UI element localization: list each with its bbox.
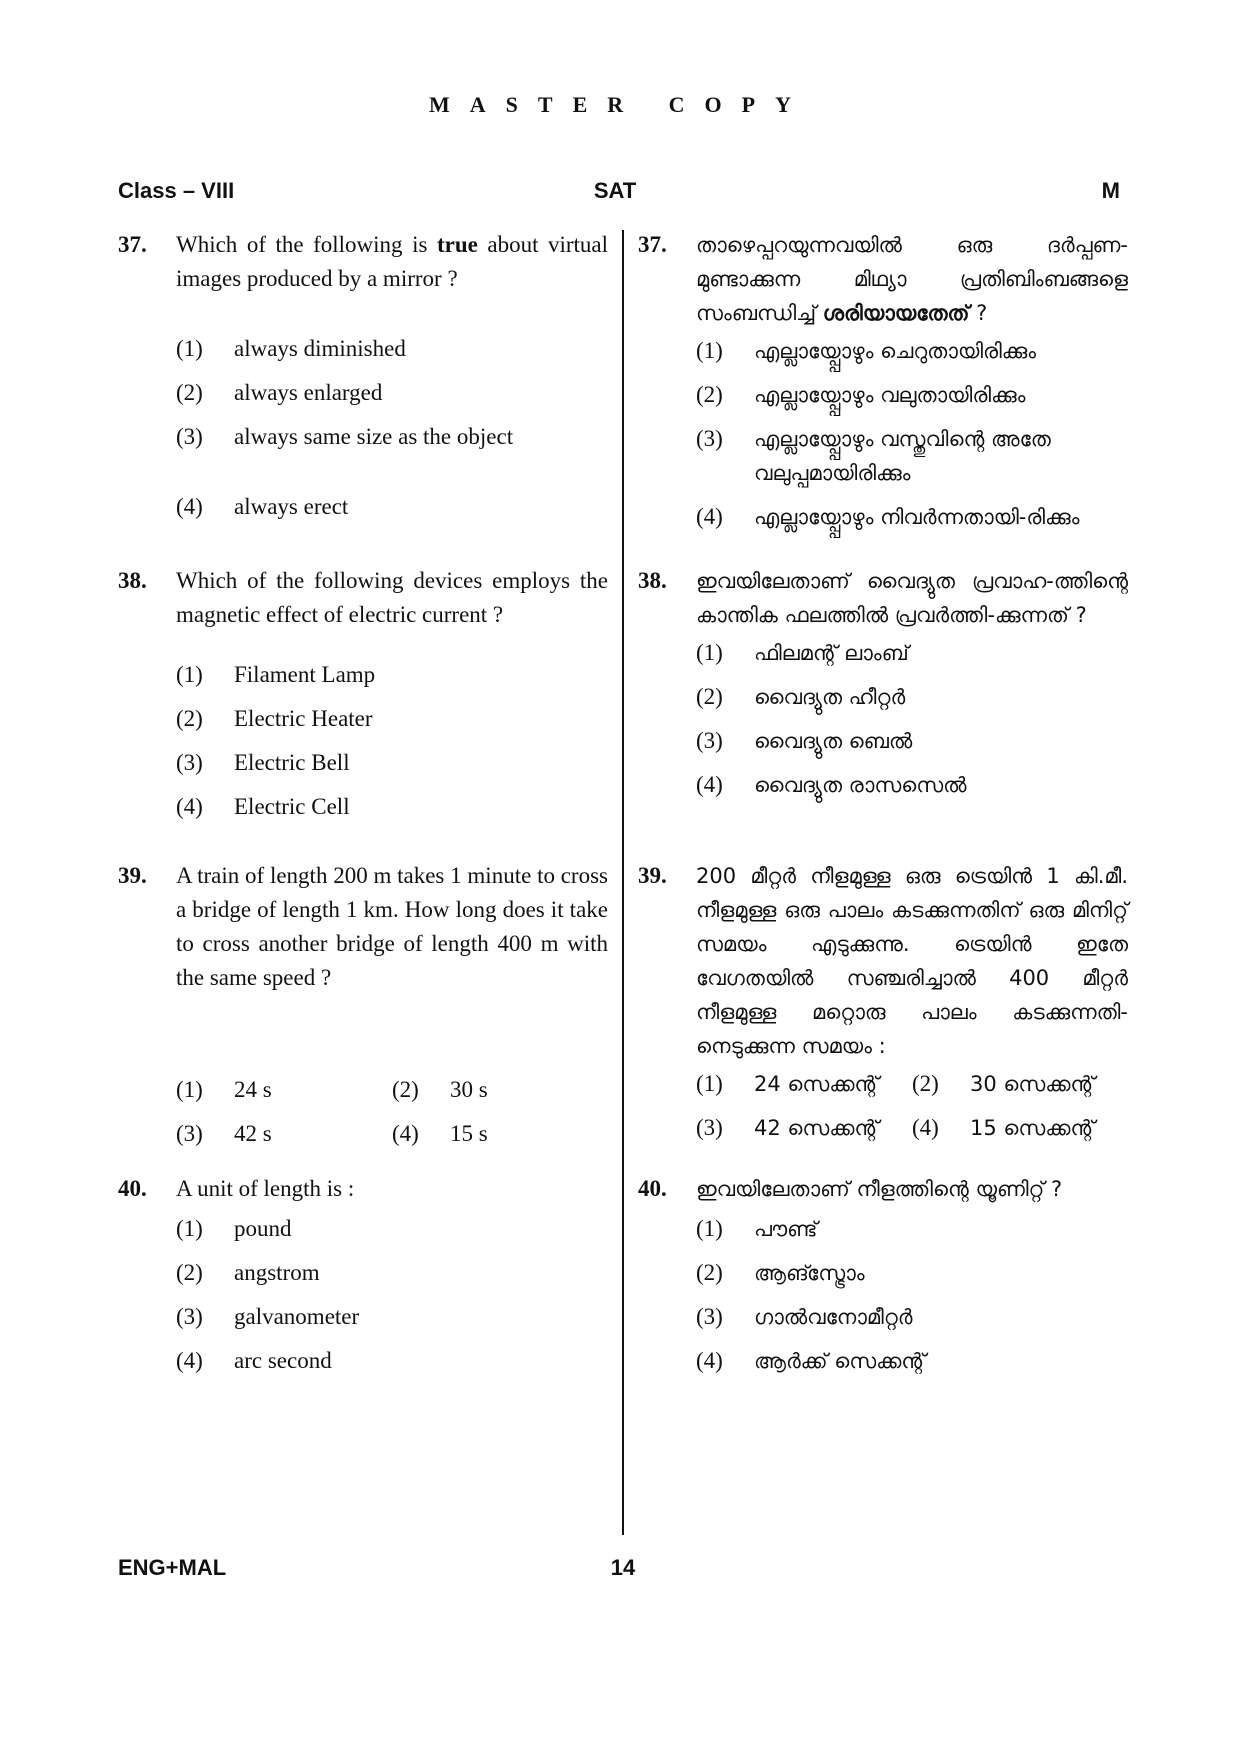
question-37 [118,228,608,534]
option: (2) എല്ലായ്പ്പോഴും വലുതായിരിക്കും [696,382,1026,407]
option-row: (3) 42 s (4) 15 s [176,1121,488,1146]
option: (4) always erect [176,494,349,519]
question-40 [118,1172,608,1388]
option: (4) എല്ലായ്പ്പോഴും നിവർന്നതായി-രിക്കും [696,504,1080,529]
option: (2) Electric Heater [176,706,373,731]
option: (3) always same size as the object [176,424,514,449]
question-text: A train of length 200 m takes 1 minute to cross a bridge of length 1 km. How long does it take to cross another bridge of length 400 m with the same speed ? [176,863,608,990]
column-divider [622,230,624,1535]
class-label: Class – VIII [118,178,235,203]
question-number: 39. [638,863,667,888]
option: (1) എല്ലായ്പ്പോഴും ചെറുതായിരിക്കും [696,338,1037,363]
question-38-ml [638,564,1128,812]
option: (3) വൈദ്യുത ബെൽ [696,728,913,753]
option: (3) Electric Bell [176,750,350,775]
option: (4) Electric Cell [176,794,350,819]
option: (3) galvanometer [176,1304,360,1329]
option-row: (1) 24 s (2) 30 s [176,1077,488,1102]
question-40-ml [638,1172,1128,1388]
master-copy-banner: MASTER COPY [429,92,811,117]
question-text: താഴെപ്പറയുന്നവയിൽ ഒരു ദർപ്പണ-മുണ്ടാക്കുന്ന മിഥ്യാ പ്രതിബിംബങ്ങളെ സംബന്ധിച്ച് ശരിയായതേത് ? [696,233,1128,325]
question-text: ഇവയിലേതാണ് വൈദ്യുത പ്രവാഹ-ത്തിന്റെ കാന്തിക ഫലത്തിൽ പ്രവർത്തി-ക്കുന്നത് ? [696,569,1128,627]
language-label: ENG+MAL [118,1555,227,1580]
question-number: 40. [118,1176,147,1201]
page-number: 14 [610,1555,636,1580]
question-39-ml [638,859,1128,1155]
option: (2) ആങ്സ്ട്രോം [696,1260,865,1285]
option: (3) എല്ലായ്പ്പോഴും വസ്തുവിന്റെ അതേ വലുപ്പമായിരിക്കും [696,426,1051,485]
option: (1) Filament Lamp [176,662,376,687]
option: (2) വൈദ്യുത ഹീറ്റർ [696,684,906,709]
option: (3) ഗാൽവനോമീറ്റർ [696,1304,913,1329]
question-text: ഇവയിലേതാണ് നീളത്തിന്റെ യൂണിറ്റ് ? [696,1177,1063,1201]
question-number: 37. [638,232,667,257]
option: (1) ഫിലമന്റ് ലാംബ് [696,640,909,665]
question-text: A unit of length is : [176,1176,355,1201]
question-37-ml [638,228,1128,544]
question-number: 37. [118,232,147,257]
question-number: 40. [638,1176,667,1201]
option-row: (3) 42 സെക്കന്റ് (4) 15 സെക്കന്റ് [696,1115,1096,1140]
option: (4) ആർക്ക് സെക്കന്റ് [696,1348,926,1373]
option: (2) always enlarged [176,380,383,405]
option: (1) always diminished [176,336,406,361]
option: (1) pound [176,1216,292,1241]
option: (4) വൈദ്യുത രാസസെൽ [696,772,967,797]
question-39 [118,859,608,1161]
question-number: 38. [118,568,147,593]
question-number: 38. [638,568,667,593]
exam-label: SAT [593,178,637,203]
question-38 [118,564,608,834]
question-text: Which of the following devices employs the magnetic effect of electric current ? [176,568,608,627]
option-row: (1) 24 സെക്കന്റ് (2) 30 സെക്കന്റ് [696,1071,1096,1096]
question-number: 39. [118,863,147,888]
option: (2) angstrom [176,1260,320,1285]
option: (4) arc second [176,1348,332,1373]
option: (1) പൗണ്ട് [696,1216,818,1241]
medium-code: M [1101,178,1120,203]
question-text: Which of the following is true about virtual images produced by a mirror ? [176,232,609,291]
question-text: 200 മീറ്റർ നീളമുള്ള ഒരു ട്രെയിൻ 1 കി.മീ. നീളമുള്ള ഒരു പാലം കടക്കുന്നതിന് ഒരു മിനിറ്റ് സമയം എടുക്കുന്നു. ട്രെയിൻ ഇതേ വേഗതയിൽ സഞ്ചരിച്ചാൽ 400 മീറ്റർ നീളമുള്ള മറ്റൊരു പാലം കടക്കുന്നതി-നെടുക്കുന്ന സമയം : [696,864,1128,1058]
